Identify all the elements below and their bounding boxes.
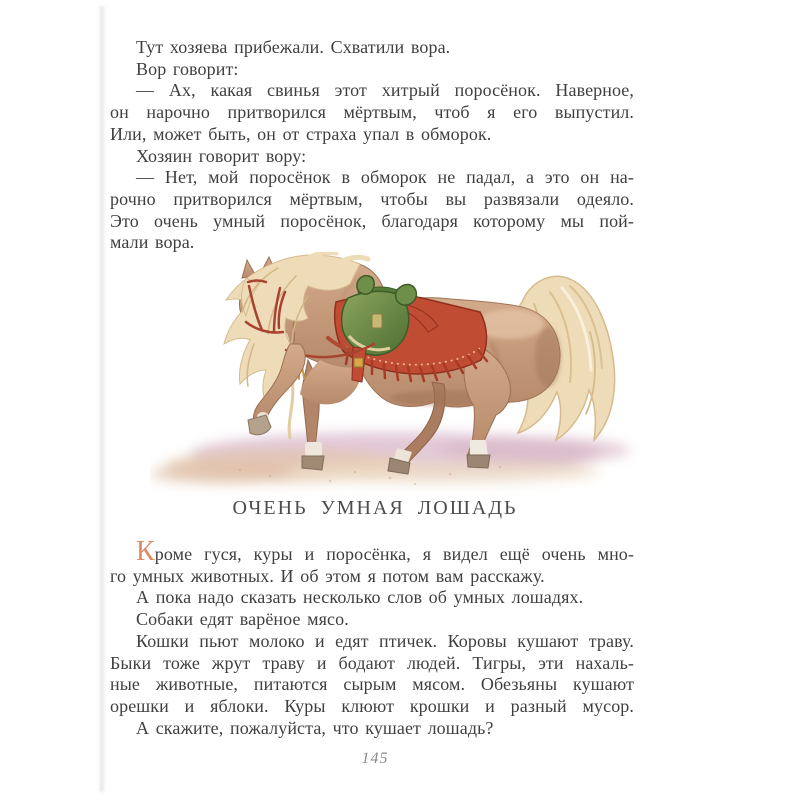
drop-cap: К (136, 536, 155, 567)
text-line: мали вора. (110, 232, 195, 253)
page-number: 145 (361, 750, 389, 767)
text-line: Тут хозяева прибежали. Схватили вора. (136, 37, 451, 57)
saddle-emblem (372, 314, 382, 328)
page-edge-shadow (98, 6, 107, 792)
text-line: Быки тоже жрут траву и бодают людей. Тигры, эти нахаль- (110, 652, 634, 673)
text-line: Собаки едят варёное мясо. (136, 609, 349, 630)
text-line: Хозяин говорит вору: (136, 145, 307, 166)
text-line: А скажите, пожалуйста, что кушает лошадь? (136, 717, 494, 738)
text-line: — Нет, мой поросёнок в обморок не падал, а это он на- (136, 167, 634, 188)
text-line: Это очень умный поросёнок, благодаря которому мы пой- (110, 210, 634, 231)
text-line: Кошки пьют молоко и едят птичек. Коровы кушают траву. (136, 630, 634, 651)
text-line: он нарочно притворился мёртвым, чтоб я его выпустил. (110, 102, 634, 123)
story-text-bottom (110, 536, 634, 739)
text-line: ные животные, питаются сырым мясом. Обезьяны кушают (110, 674, 634, 695)
text-line: рочно притворился мёртвым, чтобы вы развязали одеяло. (110, 188, 634, 209)
text-line: — Ах, какая свинья этот хитрый поросёнок. Наверное, (136, 80, 634, 101)
text-line: го умных животных. И об этом я потом вам расскажу. (110, 565, 545, 586)
horse-illustration (150, 252, 640, 497)
story-text-top (110, 37, 634, 254)
text-line: Вор говорит: (136, 58, 239, 79)
text-line: орешки и яблоки. Куры клюют крошки и разный мусор. (110, 695, 634, 716)
text-line: Или, может быть, он от страха упал в обморок. (110, 123, 492, 144)
section-heading: ОЧЕНЬ УМНАЯ ЛОШАДЬ (232, 497, 518, 519)
text-line: роме гуся, куры и поросёнка, я видел ещё очень мно- (154, 544, 634, 564)
girth-buckle (354, 358, 363, 367)
text-line: А пока надо сказать несколько слов об умных лошадях. (136, 587, 584, 608)
text-line-dropcap (110, 536, 634, 567)
